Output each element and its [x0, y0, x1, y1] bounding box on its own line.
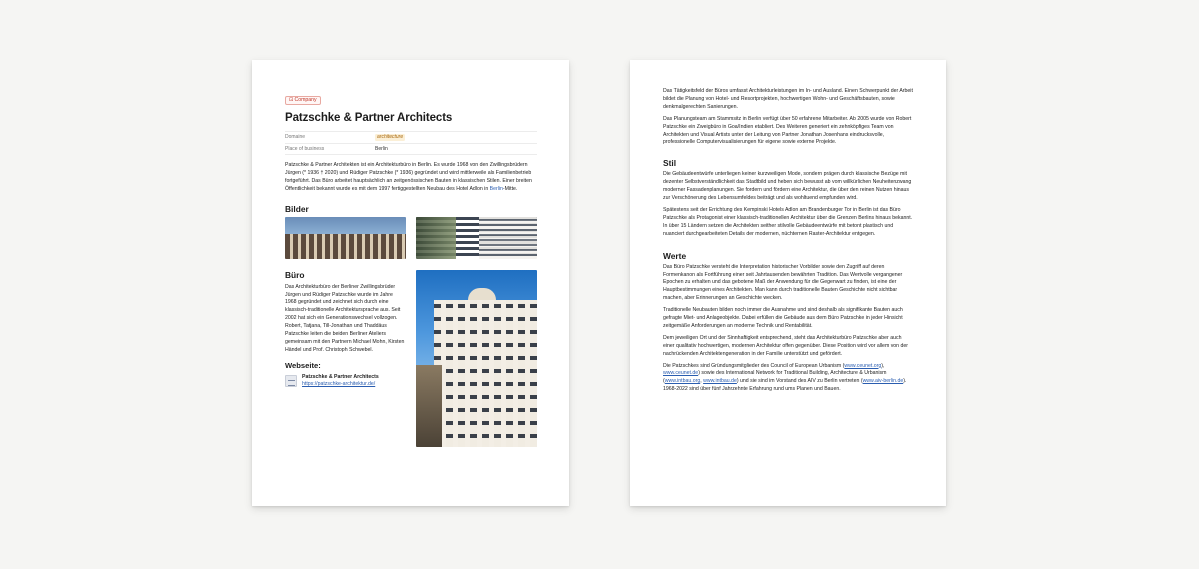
- link-intbau-org[interactable]: www.intbau.org: [664, 378, 701, 385]
- image-gallery: [285, 217, 537, 259]
- property-row-place: [285, 143, 537, 155]
- page-title: Patzschke & Partner Architects: [285, 112, 453, 124]
- berlin-link[interactable]: Berlin: [489, 185, 503, 192]
- section-heading-buero: Büro: [285, 269, 305, 280]
- paragraph-planungsteam: Das Planungsteam am Stammsitz in Berlin verfügt über 50 erfahrene Mitarbeiter. Ab 2005 wurde von Robert Patzschke ein Zweigbüro in Goa/Indien etabliert. Des Weiteren generiert ein zehnköpfiges Team von Architekten und Visual Artists unter der Leitung von Partner Jonathan Josenhans eindrucksvolle, professionelle Computervisualisierungen für eigene sowie externe Projekte.: [663, 115, 912, 146]
- paragraph-stil-2: Spätestens seit der Errichtung des Kempinski Hotels Adlon am Brandenburger Tor in Berlin ist das Büro Patzschke als Protagonist einer klassisch-traditionellen Architektur über die Grenzen Berlins hinaus bekannt. In über 15 Ländern setzen die Architekten seither stilvolle Gebäudeentwürfe mit betont plastisch und nuanciert durchgearbeiteten Details der modernen, nüchternen Raster-Architektur entgegen.: [663, 206, 913, 237]
- property-value: Berlin: [375, 146, 388, 152]
- link-intbau-de[interactable]: www.intbau.de: [703, 378, 737, 385]
- link-ceunet-org[interactable]: www.ceunet.org: [844, 362, 882, 369]
- paragraph-stil-1: Die Gebäudeentwürfe unterliegen keiner kurzweiligen Mode, sondern prägen durch klassische Bezüge mit dezenter Selbstverständlichkeit das Stadtbild und heben sich bewusst ab vom willkürlichen Neuheitenzwang moderner Fassadenplanungen. Sie fordern und fördern eine Architektur, die über den reinen Nutzen hinaus zur Verschönerung des Lebensumfeldes beiträgt und als wohltuend empfunden wird.: [663, 171, 912, 202]
- document-page-1: [252, 60, 569, 506]
- building-photo[interactable]: [416, 270, 537, 447]
- buero-text-column: [285, 270, 405, 447]
- paragraph-werte-1: Das Büro Patzschke versteht die Interpretation historischer Vorbilder sowie den Zugriff auf deren Formenkanon als Fortführung einer seit Jahrtausenden bewährten Tradition. Das Wertvolle vergangener Epochen zu erhalten und das gebotene Maß der Anwendung für die Gegenwart zu finden, ist eine der Hauptbestimmungen eines Architekten. Man kann durch traditionelle Bauten Geschichte nicht sichtbar machen, aber Erinnerungen an Geschichte wecken.: [663, 263, 903, 302]
- property-row-domaine: [285, 131, 537, 143]
- paragraph-werte-4: Die Patzschkes sind Gründungsmitglieder des Council of European Urbanism (www.ceunet.org), www.ceunet.de) sowie des International Network for Traditional Building, Architecture & Urbanism (www.intbau.org, www.intbau.de) und sie sind im Vorstand des AIV zu Berlin vertreten (www.aiv-berlin.de). 1968-2022 sind über fünf Jahrzehnte Erfahrung rund ums Planen und Bauen.: [663, 362, 907, 393]
- tag-icon: ⊡: [289, 97, 294, 103]
- page-1-content: [285, 88, 537, 447]
- properties-table: [285, 131, 537, 155]
- document-page-2: [630, 60, 946, 506]
- website-url-link[interactable]: https://patzschke-architektur.de/: [302, 380, 376, 387]
- intro-paragraph: Patzschke & Partner Architekten ist ein Architekturbüro in Berlin. Es wurde 1968 von den Zwillingsbrüdern Jürgen (* 1936 † 2020) und Rüdiger Patzschke (* 1936) gegründet und wird mittlerweile als Familienbetrieb fortgeführt. Das Büro arbeitet hauptsächlich an zeitgenössischen Bauten in klassischen Stilen. Einer breiten Öffentlichkeit bekannt wurde es mit dem 1997 fertiggestellten Neubau des Hotel Adlon in Berlin-Mitte.: [285, 162, 532, 192]
- paragraph-werte-3: Dem jeweiligen Ort und der Sinnhaftigkeit entsprechend, steht das Architekturbüro Patzschke aber auch einer qualitativ hochwertigen, modernen Architektur offen gegenüber. Diese Position wird vor allem von der nachrückenden Architektengeneration in der Familie unterstützt und gefördert.: [663, 334, 909, 357]
- paragraph-taetigkeitsfeld: Das Tätigkeitsfeld der Büros umfasst Architekturleistungen im In- und Ausland. Einen Schwerpunkt der Arbeit bildet die Planung von Hotel- und Resortprojekten, hochwertigen Wohn- und Geschäftsbauten, sowie denkmalgerechten Sanierungen.: [663, 88, 913, 110]
- tree-shape: [416, 365, 442, 447]
- property-value: [375, 132, 405, 143]
- section-heading-bilder: Bilder: [285, 203, 309, 214]
- link-aiv-berlin[interactable]: www.aiv-berlin.de: [862, 378, 904, 385]
- website-link-card[interactable]: [285, 374, 405, 388]
- building-facade: [434, 300, 537, 447]
- website-link-text: [302, 374, 379, 388]
- company-tag[interactable]: ⊡ Company: [285, 96, 321, 105]
- website-title: Patzschke & Partner Architects: [302, 373, 379, 380]
- buero-section: [285, 270, 537, 447]
- property-label: Domaine: [285, 134, 306, 140]
- section-heading-werte: Werte: [663, 250, 687, 261]
- domain-chip[interactable]: architecture: [377, 134, 404, 140]
- gallery-image-street[interactable]: [416, 217, 537, 259]
- property-label: Place of business: [285, 146, 325, 152]
- paragraph-werte-2: Traditionelle Neubauten bilden noch immer die Ausnahme und sind deshalb als signifikante Bauten auch gefragte Miet- und Anlageobjekte. Dabei erfüllen die Gebäude aus dem Büro Patzschke in jeder Hinsicht zeitgemäße Anforderungen an moderne Technik und Rentabilität.: [663, 307, 903, 329]
- gallery-image-facade[interactable]: [285, 217, 406, 259]
- section-heading-stil: Stil: [663, 158, 677, 169]
- website-favicon-icon: [285, 375, 297, 387]
- page-2-content: [663, 88, 913, 394]
- webseite-heading: Webseite:: [285, 360, 321, 370]
- link-ceunet-de[interactable]: www.ceunet.de: [663, 370, 699, 377]
- buero-paragraph: Das Architekturbüro der Berliner Zwillingsbrüder Jürgen und Rüdiger Patzschke wurde im Jahre 1968 gegründet und zeichnet sich durch eine klassisch-traditionelle Architektursprache aus. Seit 2002 hat sich ein Generationswechsel vollzogen. Robert, Tatjana, Till-Jonathan und Thaddäus Patzschke leiten die beiden Berliner Ateliers gemeinsam mit den Partnern Michael Mohn, Kirsten Händel und Prof. Christoph Schwebel.: [285, 283, 405, 353]
